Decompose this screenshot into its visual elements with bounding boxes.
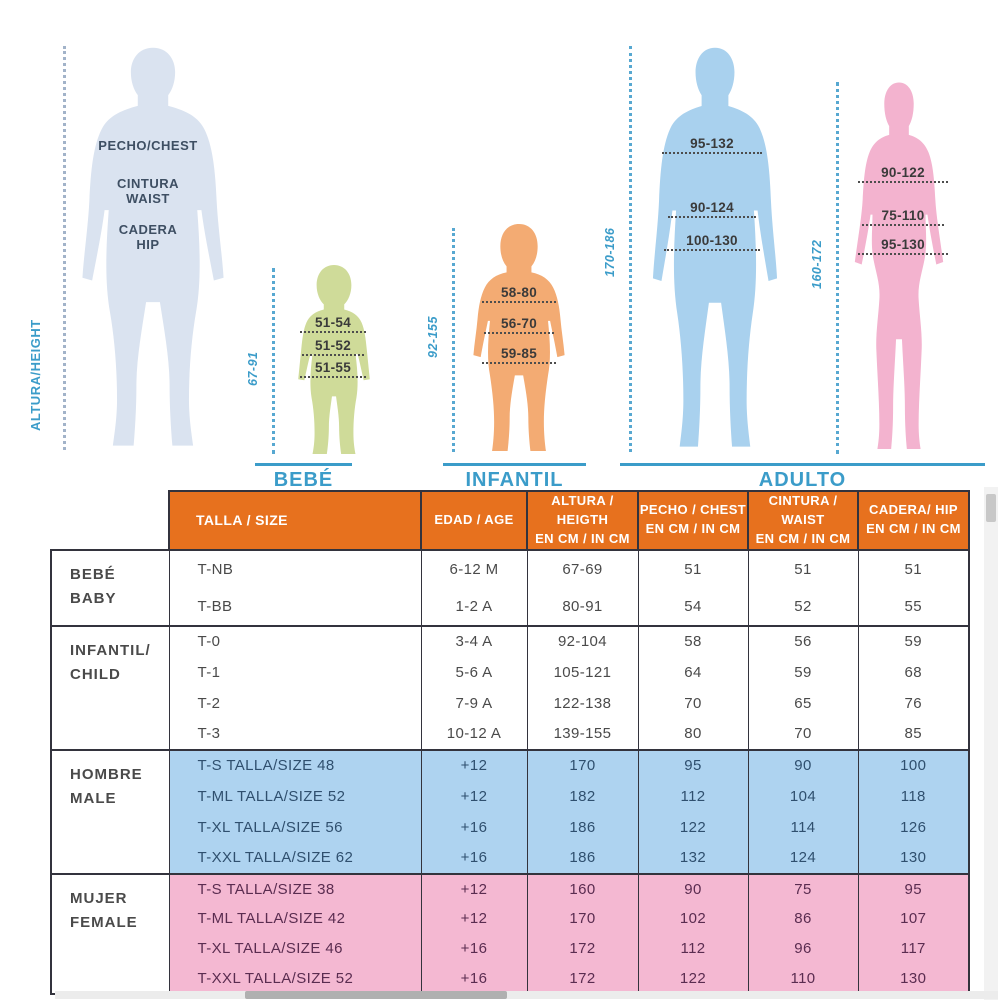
size-cell: T-S TALLA/SIZE 48 bbox=[169, 750, 421, 781]
value-cell: +12 bbox=[421, 904, 527, 934]
value-cell: 51 bbox=[748, 550, 858, 588]
value-cell: 52 bbox=[748, 588, 858, 626]
value-cell: 122 bbox=[638, 812, 748, 843]
table-row bbox=[51, 719, 969, 750]
table-group-infantil bbox=[51, 626, 969, 750]
value-cell: 105-121 bbox=[527, 657, 638, 688]
value-cell: 86 bbox=[748, 904, 858, 934]
child-chest-range: 58-80 bbox=[482, 285, 556, 303]
hip-label-es: CADERA bbox=[118, 222, 178, 237]
value-cell: 80 bbox=[638, 719, 748, 750]
vertical-scrollbar[interactable] bbox=[984, 487, 998, 1000]
value-cell: 80-91 bbox=[527, 588, 638, 626]
value-cell: 3-4 A bbox=[421, 626, 527, 657]
size-cell: T-2 bbox=[169, 688, 421, 719]
value-cell: 186 bbox=[527, 812, 638, 843]
value-cell: 130 bbox=[858, 964, 969, 994]
value-cell: 54 bbox=[638, 588, 748, 626]
value-cell: 70 bbox=[748, 719, 858, 750]
value-cell: 186 bbox=[527, 843, 638, 874]
value-cell: 67-69 bbox=[527, 550, 638, 588]
table-row bbox=[51, 550, 969, 588]
table-row bbox=[51, 812, 969, 843]
value-cell: +12 bbox=[421, 874, 527, 904]
value-cell: 172 bbox=[527, 964, 638, 994]
value-cell: 90 bbox=[748, 750, 858, 781]
value-cell: 182 bbox=[527, 781, 638, 812]
value-cell: 85 bbox=[858, 719, 969, 750]
value-cell: 132 bbox=[638, 843, 748, 874]
value-cell: 68 bbox=[858, 657, 969, 688]
value-cell: 170 bbox=[527, 750, 638, 781]
table-row bbox=[51, 904, 969, 934]
size-cell: T-NB bbox=[169, 550, 421, 588]
value-cell: 100 bbox=[858, 750, 969, 781]
waist-label-en: WAIST bbox=[126, 191, 170, 206]
hip-label-en: HIP bbox=[136, 237, 160, 252]
woman-height-range: 160-172 bbox=[810, 239, 824, 289]
value-cell: +12 bbox=[421, 781, 527, 812]
value-cell: 76 bbox=[858, 688, 969, 719]
child-hip-range: 59-85 bbox=[482, 346, 556, 364]
value-cell: 59 bbox=[858, 626, 969, 657]
value-cell: 6-12 M bbox=[421, 550, 527, 588]
group-label-mujer: MUJER FEMALE bbox=[51, 874, 169, 994]
group-column-spacer bbox=[51, 491, 169, 550]
size-cell: T-XXL TALLA/SIZE 52 bbox=[169, 964, 421, 994]
table-row bbox=[51, 750, 969, 781]
value-cell: 126 bbox=[858, 812, 969, 843]
table-row bbox=[51, 934, 969, 964]
horizontal-scrollbar-thumb[interactable] bbox=[245, 991, 507, 999]
column-header-altura: ALTURA / HEIGTH EN CM / IN CM bbox=[527, 491, 638, 550]
infantil-section-line bbox=[443, 463, 586, 466]
size-cell: T-0 bbox=[169, 626, 421, 657]
value-cell: 117 bbox=[858, 934, 969, 964]
value-cell: 65 bbox=[748, 688, 858, 719]
value-cell: 107 bbox=[858, 904, 969, 934]
baby-silhouette bbox=[288, 263, 380, 455]
woman-hip-range: 95-130 bbox=[858, 237, 948, 255]
size-cell: T-3 bbox=[169, 719, 421, 750]
value-cell: 118 bbox=[858, 781, 969, 812]
height-dotted-line-man bbox=[629, 46, 632, 452]
column-header-talla: TALLA / SIZE bbox=[169, 491, 421, 550]
value-cell: 172 bbox=[527, 934, 638, 964]
table-row bbox=[51, 874, 969, 904]
value-cell: 70 bbox=[638, 688, 748, 719]
size-cell: T-XL TALLA/SIZE 46 bbox=[169, 934, 421, 964]
column-header-cintura: CINTURA / WAIST EN CM / IN CM bbox=[748, 491, 858, 550]
man-hip-range: 100-130 bbox=[664, 233, 760, 251]
value-cell: 160 bbox=[527, 874, 638, 904]
value-cell: 96 bbox=[748, 934, 858, 964]
table-header-row bbox=[51, 491, 969, 550]
table-group-mujer bbox=[51, 874, 969, 994]
woman-silhouette bbox=[845, 80, 953, 454]
height-axis-label: ALTURA/HEIGHT bbox=[28, 319, 43, 431]
adulto-section-label: ADULTO bbox=[758, 469, 847, 491]
value-cell: 110 bbox=[748, 964, 858, 994]
size-cell: T-ML TALLA/SIZE 42 bbox=[169, 904, 421, 934]
value-cell: +16 bbox=[421, 812, 527, 843]
table-row bbox=[51, 964, 969, 994]
size-cell: T-S TALLA/SIZE 38 bbox=[169, 874, 421, 904]
value-cell: 95 bbox=[858, 874, 969, 904]
value-cell: 122-138 bbox=[527, 688, 638, 719]
table-group-hombre bbox=[51, 750, 969, 874]
value-cell: 51 bbox=[638, 550, 748, 588]
adulto-section-line bbox=[620, 463, 985, 466]
size-cell: T-1 bbox=[169, 657, 421, 688]
value-cell: 139-155 bbox=[527, 719, 638, 750]
woman-body-shape bbox=[855, 82, 943, 449]
column-header-edad: EDAD / AGE bbox=[421, 491, 527, 550]
baby-hip-range: 51-55 bbox=[300, 360, 366, 378]
horizontal-scrollbar[interactable] bbox=[55, 991, 998, 999]
value-cell: 104 bbox=[748, 781, 858, 812]
value-cell: 112 bbox=[638, 934, 748, 964]
group-label-bebe: BEBÉ BABY bbox=[51, 550, 169, 626]
value-cell: 59 bbox=[748, 657, 858, 688]
bebe-section-line bbox=[255, 463, 352, 466]
woman-chest-range: 90-122 bbox=[858, 165, 948, 183]
value-cell: +12 bbox=[421, 750, 527, 781]
value-cell: +16 bbox=[421, 934, 527, 964]
table-group-bebe bbox=[51, 550, 969, 626]
size-table bbox=[50, 490, 970, 995]
child-body-shape bbox=[473, 224, 564, 451]
value-cell: 55 bbox=[858, 588, 969, 626]
baby-waist-range: 51-52 bbox=[302, 338, 364, 356]
waist-label bbox=[93, 176, 203, 206]
man-height-range: 170-186 bbox=[603, 227, 617, 277]
group-label-hombre: HOMBRE MALE bbox=[51, 750, 169, 874]
vertical-scrollbar-thumb[interactable] bbox=[986, 494, 996, 522]
value-cell: 51 bbox=[858, 550, 969, 588]
column-header-pecho: PECHO / CHEST EN CM / IN CM bbox=[638, 491, 748, 550]
height-dotted-line-baby bbox=[272, 268, 275, 454]
table-row bbox=[51, 843, 969, 874]
value-cell: 112 bbox=[638, 781, 748, 812]
group-label-infantil: INFANTIL/ CHILD bbox=[51, 626, 169, 750]
waist-label-es: CINTURA bbox=[117, 176, 179, 191]
value-cell: 92-104 bbox=[527, 626, 638, 657]
size-cell: T-XXL TALLA/SIZE 62 bbox=[169, 843, 421, 874]
value-cell: 114 bbox=[748, 812, 858, 843]
size-cell: T-XL TALLA/SIZE 56 bbox=[169, 812, 421, 843]
value-cell: 90 bbox=[638, 874, 748, 904]
value-cell: 124 bbox=[748, 843, 858, 874]
woman-waist-range: 75-110 bbox=[862, 208, 944, 226]
height-dotted-line-reference bbox=[63, 46, 66, 450]
value-cell: 56 bbox=[748, 626, 858, 657]
baby-height-range: 67-91 bbox=[246, 351, 260, 387]
value-cell: 170 bbox=[527, 904, 638, 934]
value-cell: 5-6 A bbox=[421, 657, 527, 688]
column-header-cadera: CADERA/ HIP EN CM / IN CM bbox=[858, 491, 969, 550]
value-cell: 1-2 A bbox=[421, 588, 527, 626]
table-row bbox=[51, 588, 969, 626]
bebe-section-label: BEBÉ bbox=[273, 469, 334, 491]
table-row bbox=[51, 626, 969, 657]
hip-label bbox=[93, 222, 203, 252]
size-cell: T-ML TALLA/SIZE 52 bbox=[169, 781, 421, 812]
value-cell: 130 bbox=[858, 843, 969, 874]
chest-label: PECHO/CHEST bbox=[98, 138, 198, 153]
man-waist-range: 90-124 bbox=[668, 200, 756, 218]
value-cell: 7-9 A bbox=[421, 688, 527, 719]
table-row bbox=[51, 688, 969, 719]
value-cell: 102 bbox=[638, 904, 748, 934]
value-cell: 95 bbox=[638, 750, 748, 781]
value-cell: 75 bbox=[748, 874, 858, 904]
value-cell: 58 bbox=[638, 626, 748, 657]
value-cell: +16 bbox=[421, 843, 527, 874]
value-cell: +16 bbox=[421, 964, 527, 994]
value-cell: 64 bbox=[638, 657, 748, 688]
baby-chest-range: 51-54 bbox=[300, 315, 366, 333]
height-dotted-line-woman bbox=[836, 82, 839, 454]
height-dotted-line-child bbox=[452, 228, 455, 452]
infantil-section-label: INFANTIL bbox=[465, 469, 564, 491]
table-row bbox=[51, 657, 969, 688]
table-row bbox=[51, 781, 969, 812]
value-cell: 122 bbox=[638, 964, 748, 994]
child-waist-range: 56-70 bbox=[484, 316, 554, 334]
child-silhouette bbox=[462, 222, 576, 454]
value-cell: 10-12 A bbox=[421, 719, 527, 750]
child-height-range: 92-155 bbox=[426, 316, 440, 358]
man-chest-range: 95-132 bbox=[662, 136, 762, 154]
size-cell: T-BB bbox=[169, 588, 421, 626]
